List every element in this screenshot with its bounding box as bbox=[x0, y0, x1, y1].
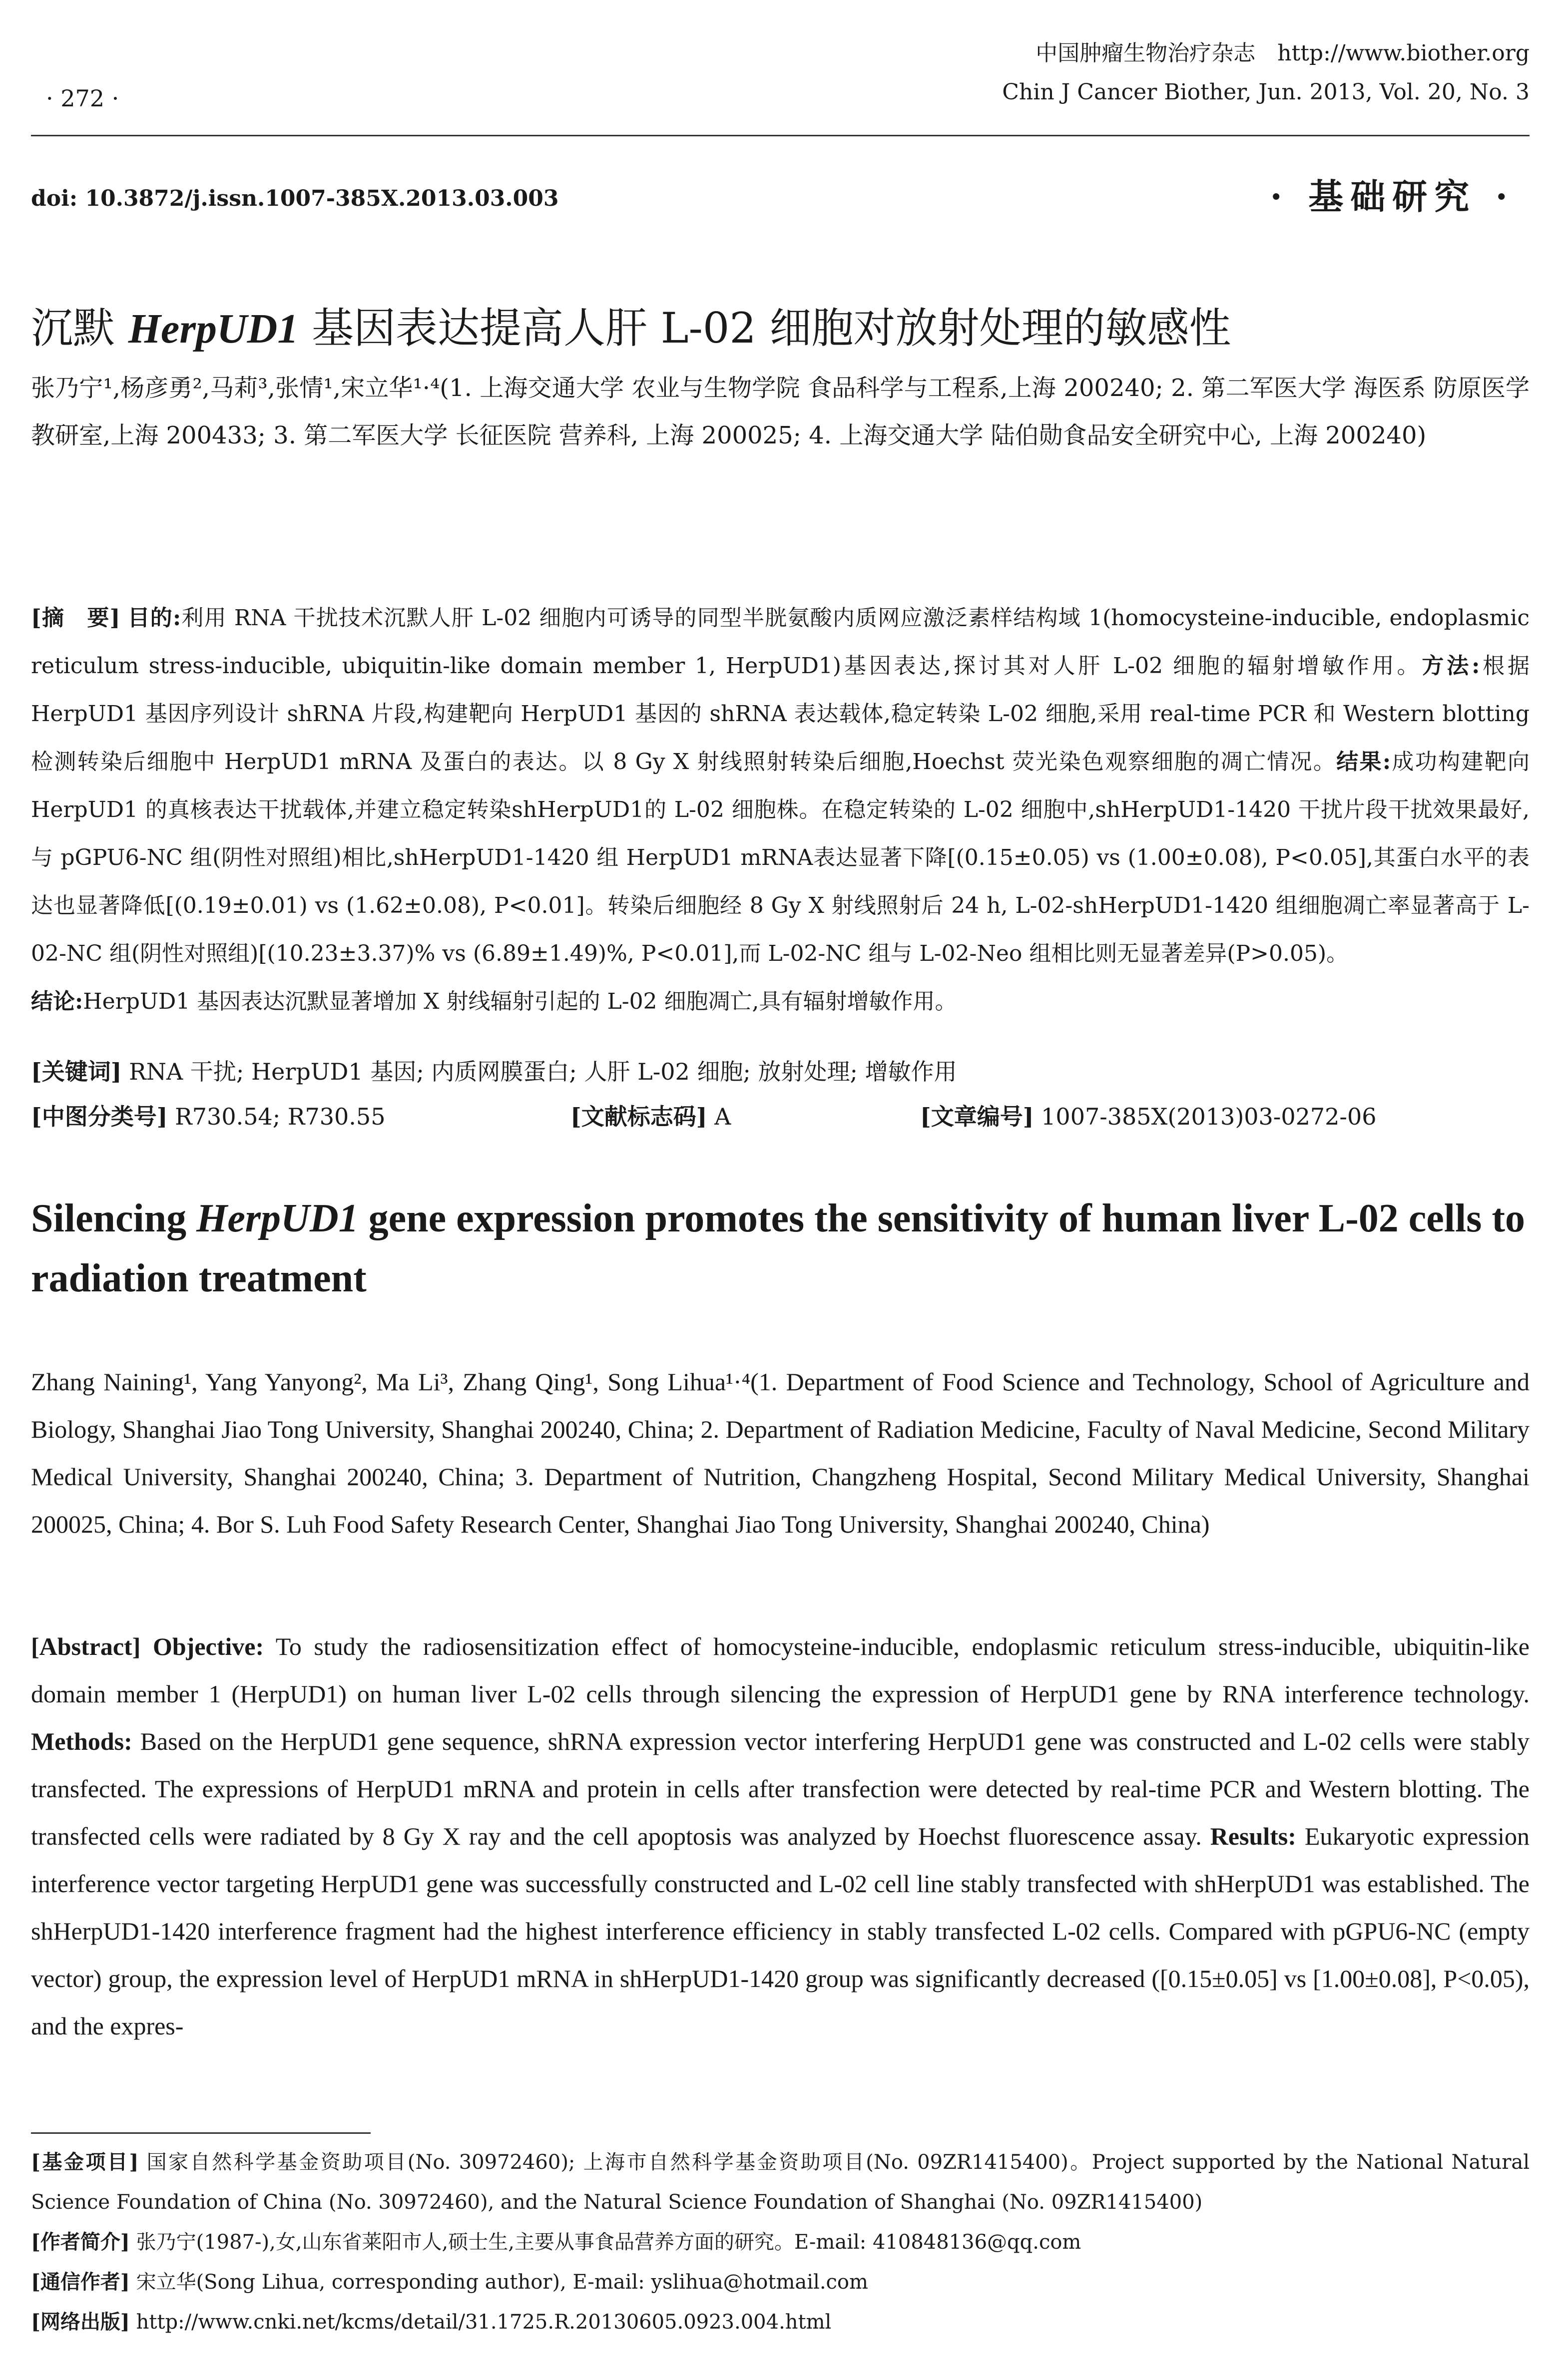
title-cn-post: 基因表达提高人肝 L-02 细胞对放射处理的敏感性 bbox=[298, 304, 1231, 353]
keywords-cn-text: RNA 干扰; HerpUD1 基因; 内质网膜蛋白; 人肝 L-02 细胞; 放射处理; 增敏作用 bbox=[129, 1058, 957, 1085]
running-header bbox=[31, 30, 1530, 136]
objective-cn: 利用 RNA 干扰技术沉默人肝 L-02 细胞内可诱导的同型半胱氨酸内质网应激泛素样结构域 1(homocysteine-inducible, endoplasmic reticulum stress-inducible, ubiquitin-like domain member 1, HerpUD1)基因表达,探讨其对人肝 L-02 细胞的辐射增敏作用。 bbox=[31, 605, 1530, 679]
methods-cn-label: 方法: bbox=[1422, 653, 1480, 679]
clc-label: [中图分类号] bbox=[31, 1103, 168, 1130]
footnote-fund bbox=[31, 2142, 1530, 2222]
title-en-gene: HerpUD1 bbox=[196, 1196, 359, 1240]
title-cn bbox=[31, 295, 1231, 355]
author-label: [作者简介] bbox=[31, 2230, 130, 2254]
abstract-cn-label: [摘 要] bbox=[31, 605, 120, 631]
doc-value: A bbox=[714, 1103, 731, 1130]
authors-en: Zhang Naining¹, Yang Yanyong², Ma Li³, Zhang Qing¹, Song Lihua¹·⁴(1. Department of Food Science and Technology, School of Agriculture and Biology, Shanghai Jiao Tong University, Shanghai 200240, China; 2. Department of Radiation Medicine, Faculty of Naval Medicine, Second Military Medical University, Shanghai 200240, China; 3. Department of Nutrition, Changzheng Hospital, Second Military Medical University, Shanghai 200025, China; 4. Bor S. Luh Food Safety Research Center, Shanghai Jiao Tong University, Shanghai 200240, China) bbox=[31, 1368, 1530, 1538]
keywords-cn bbox=[31, 1054, 957, 1087]
footnote-rule bbox=[31, 2132, 371, 2134]
doc-label: [文献标志码] bbox=[570, 1103, 707, 1130]
online-link[interactable]: http://www.cnki.net/kcms/detail/31.1725.R.20130605.0923.004.html bbox=[136, 2311, 832, 2334]
authors-cn: 张乃宁¹,杨彦勇²,马莉³,张情¹,宋立华¹·⁴(1. 上海交通大学 农业与生物学院 食品科学与工程系,上海 200240; 2. 第二军医大学 海医系 防原医学教研室,上海 200433; 3. 第二军医大学 长征医院 营养科, 上海 200025; 4. 上海交通大学 陆伯勋食品安全研究中心, 上海 200240) bbox=[31, 374, 1530, 449]
paper-page bbox=[31, 0, 1530, 2380]
title-en bbox=[31, 1189, 1530, 1308]
journal-name-en: Chin J Cancer Biother, Jun. 2013, Vol. 20, No. 3 bbox=[1002, 79, 1530, 105]
article-value: 1007-385X(2013)03-0272-06 bbox=[1041, 1103, 1377, 1130]
author-text: 张乃宁(1987-),女,山东省莱阳市人,硕士生,主要从事食品营养方面的研究。E-mail: 410848136@qq.com bbox=[136, 2231, 1081, 2254]
clc-value: R730.54; R730.55 bbox=[175, 1103, 386, 1130]
conclusion-cn-label: 结论: bbox=[31, 989, 83, 1014]
title-en-pre: Silencing bbox=[31, 1196, 197, 1240]
doc-code bbox=[570, 1099, 731, 1132]
footnote-online bbox=[31, 2302, 1530, 2342]
title-cn-pre: 沉默 bbox=[31, 304, 128, 353]
objective-en: To study the radiosensitization effect of homocysteine-inducible, endoplasmic reticulum stress-inducible, ubiquitin-like domain member 1 (HerpUD1) on human liver L-02 cells through silencing the expression of HerpUD1 gene by RNA interference technology. bbox=[31, 1632, 1530, 1708]
title-en-post: gene expression promotes the sensitivity of human liver L-02 cells to radiation treatment bbox=[31, 1196, 1526, 1300]
footnote-corresponding bbox=[31, 2262, 1530, 2302]
footnotes bbox=[31, 2142, 1530, 2342]
doi: doi: 10.3872/j.issn.1007-385X.2013.03.003 bbox=[31, 186, 559, 211]
objective-en-label: Objective: bbox=[152, 1632, 264, 1660]
online-label: [网络出版] bbox=[31, 2310, 130, 2334]
corr-text: 宋立华(Song Lihua, corresponding author), E-mail: yslihua@hotmail.com bbox=[136, 2271, 868, 2294]
results-cn-label: 结果: bbox=[1336, 749, 1391, 775]
article-number bbox=[920, 1099, 1377, 1132]
article-label: [文章编号] bbox=[920, 1103, 1034, 1130]
corr-label: [通信作者] bbox=[31, 2270, 130, 2294]
journal-info bbox=[1002, 34, 1530, 112]
page-number: · 272 · bbox=[46, 85, 119, 112]
abstract-en bbox=[31, 1623, 1530, 2050]
fund-label: [基金项目] bbox=[31, 2150, 139, 2174]
results-cn: 成功构建靶向 HerpUD1 的真核表达干扰载体,并建立稳定转染shHerpUD1的 L-02 细胞株。在稳定转染的 L-02 细胞中,shHerpUD1-1420 干扰片段干扰效果最好,与 pGPU6-NC 组(阴性对照组)相比,shHerpUD1-1420 组 HerpUD1 mRNA表达显著下降[(0.15±0.05) vs (1.00±0.08), P<0.05],其蛋白水平的表达也显著降低[(0.19±0.01) vs (1.62±0.08), P<0.01]。转染后细胞经 8 Gy X 射线照射后 24 h, L-02-shHerpUD1-1420 组细胞凋亡率显著高于 L-02-NC 组(阴性对照组)[(10.23±3.37)% vs (6.89±1.49)%, P<0.01],而 L-02-NC 组与 L-02-Neo 组相比则无显著差异(P>0.05)。 bbox=[31, 749, 1530, 966]
footnote-author bbox=[31, 2222, 1530, 2262]
journal-name-cn: 中国肿瘤生物治疗杂志 http://www.biother.org bbox=[1036, 40, 1530, 66]
methods-en: Based on the HerpUD1 gene sequence, shRNA expression vector interfering HerpUD1 gene was constructed and L-02 cells were stably transfected. The expressions of HerpUD1 mRNA and protein in cells after transfection were detected by real-time PCR and Western blotting. The transfected cells were radiated by 8 Gy X ray and the cell apoptosis was analyzed by Hoechst fluorescence assay. bbox=[31, 1727, 1530, 1850]
fund-text: 国家自然科学基金资助项目(No. 30972460); 上海市自然科学基金资助项目(No. 09ZR1415400)。Project supported by the National Natural Science Foundation of China (No. 30972460), and the Natural Science Foundation of Shanghai (No. 09ZR1415400) bbox=[31, 2151, 1530, 2214]
classification-line bbox=[31, 1099, 385, 1132]
keywords-cn-label: [关键词] bbox=[31, 1058, 122, 1085]
section-label: · 基础研究 · bbox=[1270, 176, 1515, 217]
abstract-cn bbox=[31, 594, 1530, 1026]
title-cn-gene: HerpUD1 bbox=[128, 306, 299, 352]
results-en-label: Results: bbox=[1210, 1822, 1296, 1850]
methods-en-label: Methods: bbox=[31, 1727, 132, 1755]
results-en: Eukaryotic expression interference vector targeting HerpUD1 gene was successfully constructed and L-02 cell line stably transfected with shHerpUD1 was established. The shHerpUD1-1420 interference fragment had the highest interference efficiency in stably transfected L-02 cells. Compared with pGPU6-NC (empty vector) group, the expression level of HerpUD1 mRNA in shHerpUD1-1420 group was significantly decreased ([0.15±0.05] vs [1.00±0.08], P<0.05), and the expres- bbox=[31, 1822, 1530, 2040]
abstract-en-label: [Abstract] bbox=[31, 1632, 141, 1660]
objective-cn-label: 目的: bbox=[127, 605, 181, 631]
conclusion-cn: HerpUD1 基因表达沉默显著增加 X 射线辐射引起的 L-02 细胞凋亡,具有辐射增敏作用。 bbox=[83, 989, 957, 1014]
methods-cn: 根据 HerpUD1 基因序列设计 shRNA 片段,构建靶向 HerpUD1 基因的 shRNA 表达载体,稳定转染 L-02 细胞,采用 real-time PCR 和 Western blotting 检测转染后细胞中 HerpUD1 mRNA 及蛋白的表达。以 8 Gy X 射线照射转染后细胞,Hoechst 荧光染色观察细胞的凋亡情况。 bbox=[31, 653, 1530, 775]
